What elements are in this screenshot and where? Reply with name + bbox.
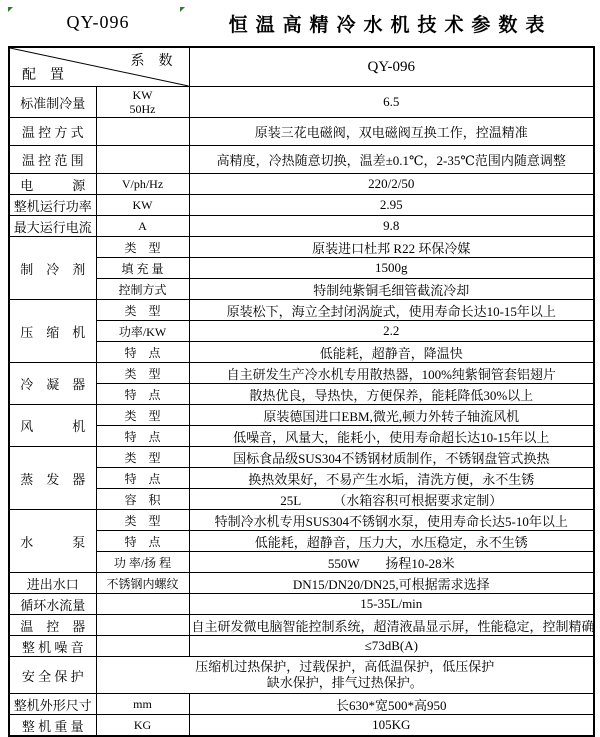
cell-subname: 控制方式 bbox=[96, 279, 189, 300]
cell-subname: 特 点 bbox=[96, 426, 189, 447]
cell-value: 低能耗，超静音，压力大，水压稳定，永不生锈 bbox=[189, 531, 594, 552]
cell-subname: 特 点 bbox=[96, 342, 189, 363]
cell-subname: 类 型 bbox=[96, 510, 189, 531]
cell-label: 整机运行功率 bbox=[9, 195, 96, 216]
row-safety bbox=[9, 657, 594, 694]
cell-label: 最大运行电流 bbox=[9, 216, 96, 237]
cell-subname: 类 型 bbox=[96, 237, 189, 258]
cell-value: 15-35L/min bbox=[189, 594, 594, 615]
row-refrigerant-type bbox=[9, 237, 594, 258]
cell-subname: 特 点 bbox=[96, 468, 189, 489]
group-label-fan: 风 机 bbox=[9, 405, 96, 447]
cell-value: 低能耗，超静音，降温快 bbox=[189, 342, 594, 363]
cell-value: 换热效果好，不易产生水垢，清洗方便，永不生锈 bbox=[189, 468, 594, 489]
cell-value: 220/2/50 bbox=[189, 174, 594, 195]
cell-unit-empty bbox=[96, 636, 189, 657]
cell-value: 1500g bbox=[189, 258, 594, 279]
cell-subname: 类 型 bbox=[96, 300, 189, 321]
model-value-cell: QY-096 bbox=[189, 47, 594, 87]
cell-unit: KW bbox=[96, 195, 189, 216]
group-label-evaporator: 蒸 发 器 bbox=[9, 447, 96, 510]
cell-unit-empty bbox=[96, 594, 189, 615]
cell-label: 电 源 bbox=[9, 174, 96, 195]
cell-unit-empty bbox=[96, 615, 189, 636]
row-compressor-type bbox=[9, 300, 594, 321]
row-max-current bbox=[9, 216, 594, 237]
cell-label: 温 控 方 式 bbox=[9, 118, 96, 146]
cell-subname: 容 积 bbox=[96, 489, 189, 510]
row-controller bbox=[9, 615, 594, 636]
group-label-condenser: 冷 凝 器 bbox=[9, 363, 96, 405]
cell-unit: V/ph/Hz bbox=[96, 174, 189, 195]
cell-label: 标准制冷量 bbox=[9, 87, 96, 118]
row-water-ports bbox=[9, 573, 594, 594]
row-pump-features bbox=[9, 531, 594, 552]
cell-value: 长630*宽500*高950 bbox=[189, 694, 594, 715]
row-std-cooling bbox=[9, 87, 594, 118]
cell-value: 6.5 bbox=[189, 87, 594, 118]
diagonal-header-cell bbox=[9, 47, 189, 87]
cell-label: 整 机 重 量 bbox=[9, 715, 96, 737]
cell-label: 安 全 保 护 bbox=[9, 657, 96, 694]
cell-value: 2.2 bbox=[189, 321, 594, 342]
row-compressor-features bbox=[9, 342, 594, 363]
cell-subname: 类 型 bbox=[96, 405, 189, 426]
header-row bbox=[9, 47, 594, 87]
cell-value: 原装德国进口EBM,微光,顿力外转子轴流风机 bbox=[189, 405, 594, 426]
cell-unit: 不锈钢内螺纹 bbox=[96, 573, 189, 594]
cell-label: 温 控 器 bbox=[9, 615, 96, 636]
row-refrigerant-charge bbox=[9, 258, 594, 279]
row-compressor-power bbox=[9, 321, 594, 342]
row-condenser-type bbox=[9, 363, 594, 384]
cell-subname: 填 充 量 bbox=[96, 258, 189, 279]
cell-unit-empty bbox=[96, 118, 189, 146]
cell-subname: 功 率/扬 程 bbox=[96, 552, 189, 573]
cell-value: 特制纯紫铜毛细管截流冷却 bbox=[189, 279, 594, 300]
corner-config-label: 配 置 bbox=[22, 68, 64, 83]
cell-value: 105KG bbox=[189, 715, 594, 737]
cell-unit: KG bbox=[96, 715, 189, 737]
cell-unit: KW 50Hz bbox=[96, 87, 189, 118]
cell-subname: 类 型 bbox=[96, 363, 189, 384]
row-fan-type bbox=[9, 405, 594, 426]
cell-value: 特制冷水机专用SUS304不锈钢水泵，使用寿命长达5-10年以上 bbox=[189, 510, 594, 531]
group-label-compressor: 压 缩 机 bbox=[9, 300, 96, 363]
row-temp-mode bbox=[9, 118, 594, 146]
row-evaporator-type bbox=[9, 447, 594, 468]
cell-label: 整机外形尺寸 bbox=[9, 694, 96, 715]
cell-value: 自主研发生产冷水机专用散热器，100%纯紫铜管套铝翅片 bbox=[189, 363, 594, 384]
row-refrigerant-control bbox=[9, 279, 594, 300]
cell-label: 温 控 范 围 bbox=[9, 146, 96, 174]
cell-unit: mm bbox=[96, 694, 189, 715]
model-code: QY-096 bbox=[66, 12, 130, 32]
cell-value: 国标食品级SUS304不锈钢材质制作，不锈钢盘管式换热 bbox=[189, 447, 594, 468]
row-condenser-features bbox=[9, 384, 594, 405]
cell-label: 循环水流量 bbox=[9, 594, 96, 615]
cell-value: 散热优良，导热快，方便保养，能耗降低30%以上 bbox=[189, 384, 594, 405]
cell-value: 高精度，冷热随意切换，温差±0.1℃，2-35℃范围内随意调整 bbox=[189, 146, 594, 174]
cell-value: 原装三花电磁阀，双电磁阀互换工作，控温精准 bbox=[189, 118, 594, 146]
row-temp-range bbox=[9, 146, 594, 174]
cell-value: 2.95 bbox=[189, 195, 594, 216]
row-fan-features bbox=[9, 426, 594, 447]
cell-value: 25L （水箱容积可根据要求定制） bbox=[189, 489, 594, 510]
cell-value: DN15/DN20/DN25,可根据需求选择 bbox=[189, 573, 594, 594]
cell-value: 原装进口杜邦 R22 环保冷媒 bbox=[189, 237, 594, 258]
corner-param-label: 系 数 bbox=[130, 54, 173, 69]
row-weight bbox=[9, 715, 594, 737]
row-pump-lift bbox=[9, 552, 594, 573]
cell-label: 整 机 噪 音 bbox=[9, 636, 96, 657]
cell-subname: 特 点 bbox=[96, 384, 189, 405]
group-label-refrigerant: 制 冷 剂 bbox=[9, 237, 96, 300]
row-power-supply bbox=[9, 174, 594, 195]
cell-subname: 特 点 bbox=[96, 531, 189, 552]
cell-subname: 功率/KW bbox=[96, 321, 189, 342]
cell-value: 9.8 bbox=[189, 216, 594, 237]
cell-subname: 类 型 bbox=[96, 447, 189, 468]
cell-value: 低噪音，风量大，能耗小，使用寿命超长达10-15年以上 bbox=[189, 426, 594, 447]
row-evaporator-volume bbox=[9, 489, 594, 510]
cell-unit: A bbox=[96, 216, 189, 237]
row-flow-rate bbox=[9, 594, 594, 615]
spec-table bbox=[8, 46, 595, 737]
row-pump-type bbox=[9, 510, 594, 531]
cell-label: 进出水口 bbox=[9, 573, 96, 594]
cell-value: 自主研发微电脑智能控制系统，超清液晶显示屏，性能稳定，控制精确 bbox=[189, 615, 594, 636]
cell-unit-empty bbox=[96, 146, 189, 174]
row-dimensions bbox=[9, 694, 594, 715]
row-evaporator-features bbox=[9, 468, 594, 489]
row-run-power bbox=[9, 195, 594, 216]
cell-value: 原装松下，海立全封闭涡旋式，使用寿命长达10-15年以上 bbox=[189, 300, 594, 321]
group-label-pump: 水 泵 bbox=[9, 510, 96, 573]
page-title: 恒温高精冷水机技术参数表 bbox=[228, 15, 553, 36]
cell-value: 压缩机过热保护，过载保护，高低温保护，低压保护 缺水保护，排气过热保护。 bbox=[96, 657, 594, 694]
title-bar bbox=[0, 0, 600, 46]
row-noise bbox=[9, 636, 594, 657]
cell-value: 550W 扬程10-28米 bbox=[189, 552, 594, 573]
cell-value: ≤73dB(A) bbox=[189, 636, 594, 657]
